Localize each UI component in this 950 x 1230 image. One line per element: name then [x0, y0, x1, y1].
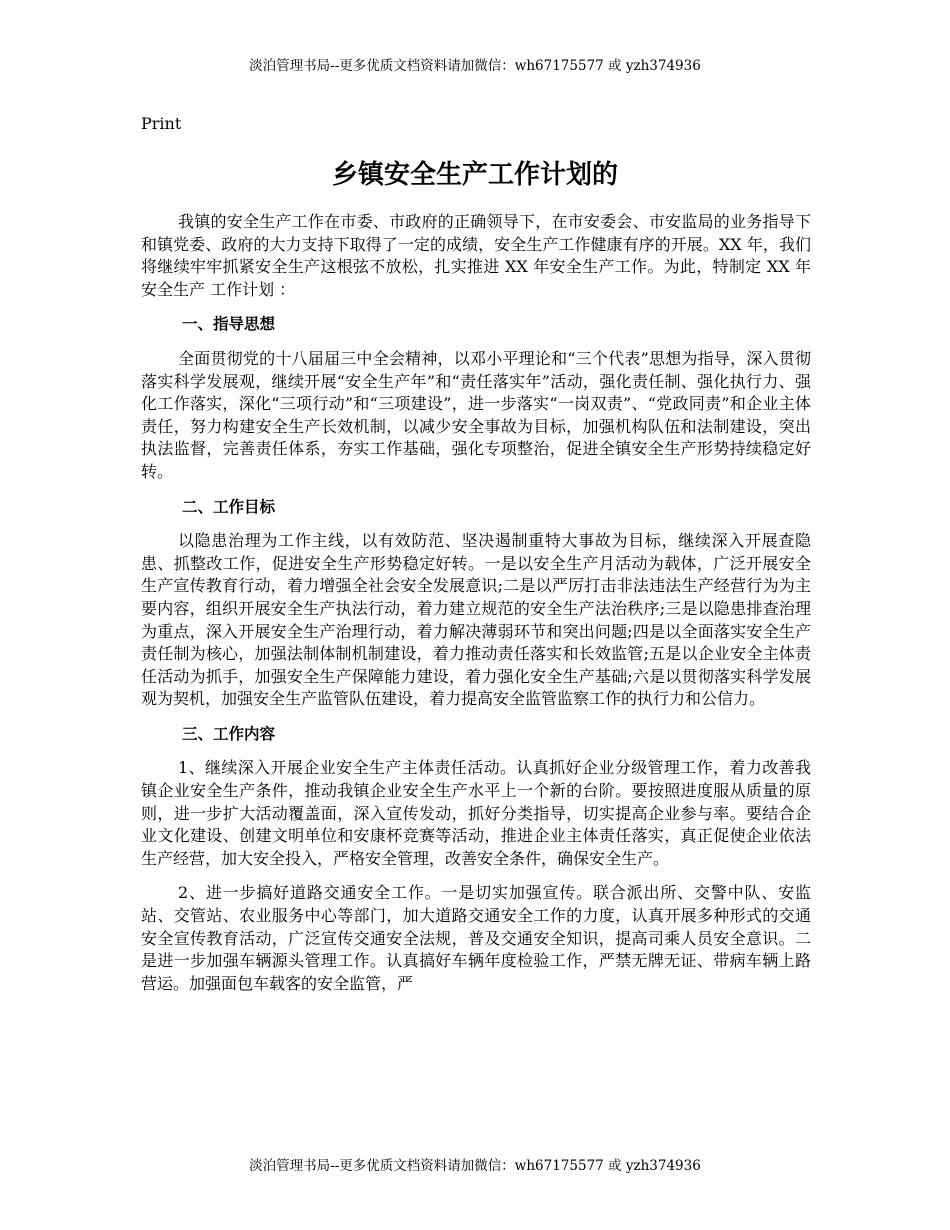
section-paragraph-work-content-2: 2、进一步搞好道路交通安全工作。一是切实加强宣传。联合派出所、交警中队、安监站、交管站、农业服务中心等部门，加大道路交通安全工作的力度，认真开展多种形式的交通安全宣传教育活动，广泛宣传交通安全法规，普及交通安全知识，提高司乘人员安全意识。二是进一步加强车辆源头管理工作。认真搞好车辆年度检验工作，严禁无牌无证、带病车辆上路营运。加强面包车载客的安全监管，严	[141, 883, 811, 993]
section-paragraph-guiding-ideology: 全面贯彻党的十八届届三中全会精神，以邓小平理论和“三个代表”思想为指导，深入贯彻落实科学发展观，继续开展“安全生产年”和“责任落实年”活动，强化责任制、强化执行力、强化工作落实，深化“三项行动”和“三项建设”，进一步落实“一岗双责”、“党政同责”和企业主体责任，努力构建安全生产长效机制，以减少安全事故为目标，加强机构队伍和法制建设，突出执法监督，完善责任体系，夯实工作基础，强化专项整治，促进全镇安全生产形势持续稳定好转。	[141, 348, 811, 481]
document-title: 乡镇安全生产工作计划的	[331, 160, 618, 190]
document-body	[141, 211, 811, 1007]
intro-paragraph: 我镇的安全生产工作在市委、市政府的正确领导下，在市安委会、市安监局的业务指导下和镇党委、政府的大力支持下取得了一定的成绩，安全生产工作健康有序的开展。XX 年，我们将继续牢牢抓紧安全生产这根弦不放松，扎实推进 XX 年安全生产工作。为此，特制定 XX 年安全生产 工作计划 ：	[141, 212, 811, 299]
print-label: Print	[141, 114, 182, 133]
section-paragraph-work-goals: 以隐患治理为工作主线，以有效防范、坚决遏制重特大事故为目标，继续深入开展查隐患、抓整改工作，促进安全生产形势稳定好转。一是以安全生产月活动为载体，广泛开展安全生产宣传教育行动，着力增强全社会安全发展意识;二是以严厉打击非法违法生产经营行为为主要内容，组织开展安全生产执法行动，着力建立规范的安全生产法治秩序;三是以隐患排查治理为重点，深入开展安全生产治理行动，着力解决薄弱环节和突出问题;四是以全面落实安全生产责任制为核心，加强法制体制机制建设，着力推动责任落实和长效监管;五是以企业安全主体责任活动为抓手，加强安全生产保障能力建设，着力强化安全生产基础;六是以贯彻落实科学发展观为契机，加强安全生产监管队伍建设，着力提高安全监管监察工作的执行力和公信力。	[141, 531, 811, 709]
page-footer-note: 淡泊管理书局--更多优质文档资料请加微信：wh67175577 或 yzh374936	[249, 1158, 701, 1174]
page-header-note: 淡泊管理书局--更多优质文档资料请加微信：wh67175577 或 yzh374936	[249, 58, 701, 74]
section-paragraph-work-content-1: 1、继续深入开展企业安全生产主体责任活动。认真抓好企业分级管理工作，着力改善我镇企业安全生产条件，推动我镇企业安全生产水平上一个新的台阶。要按照进度服从质量的原则，进一步扩大活动覆盖面，深入宣传发动，抓好分类指导，切实提高企业参与率。要结合企业文化建设、创建文明单位和安康杯竞赛等活动，推进企业主体责任落实，真正促使企业依法生产经营，加大安全投入，严格安全管理，改善安全条件，确保安全生产。	[141, 758, 811, 868]
section-heading-work-goals: 二、工作目标	[182, 497, 276, 516]
section-heading-work-content: 三、工作内容	[182, 724, 276, 743]
section-heading-guiding-ideology: 一、指导思想	[182, 315, 276, 334]
